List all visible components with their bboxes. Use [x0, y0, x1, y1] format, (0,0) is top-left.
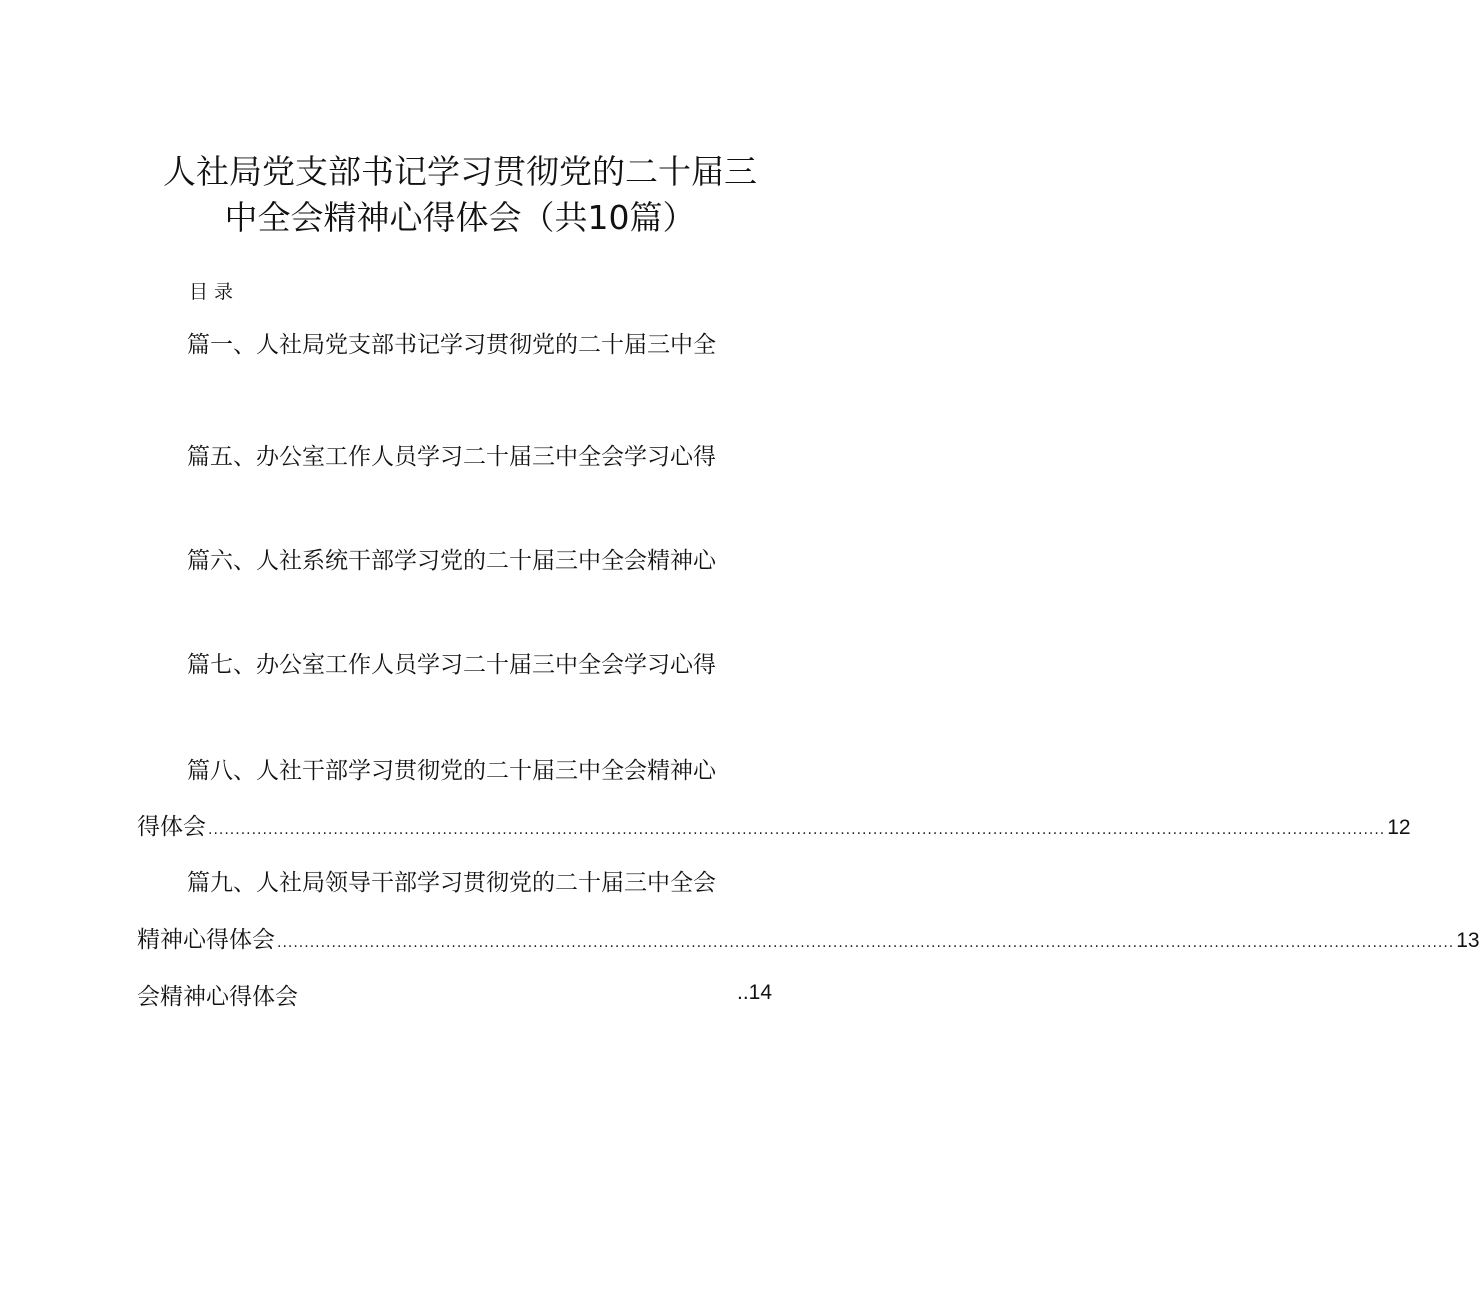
toc-entry-8[interactable]: 篇八、人社干部学习贯彻党的二十届三中全会精神心 — [187, 758, 716, 784]
toc-entry-7[interactable]: 篇七、办公室工作人员学习二十届三中全会学习心得 — [187, 652, 716, 678]
toc-entry-8-page-number: 12 — [1387, 816, 1411, 839]
toc-entry-9-cont-text: 精神心得体会 — [137, 927, 275, 953]
document-title-line-1: 人社局党支部书记学习贯彻党的二十届三 — [163, 152, 757, 191]
toc-entry-1[interactable]: 篇一、人社局党支部书记学习贯彻党的二十届三中全 — [187, 332, 716, 358]
toc-trailing-page-number: ..14 — [737, 981, 773, 1004]
toc-entry-9-continuation[interactable] — [137, 925, 1480, 958]
toc-entry-9-page-number: 13 — [1456, 929, 1480, 952]
toc-entry-6[interactable]: 篇六、人社系统干部学习党的二十届三中全会精神心 — [187, 548, 716, 574]
toc-entry-8-cont-text: 得体会 — [137, 814, 206, 840]
toc-leader-dots: ........................................................................................................................................................................................................................ — [277, 935, 1455, 951]
toc-entry-9[interactable]: 篇九、人社局领导干部学习贯彻党的二十届三中全会 — [187, 870, 716, 896]
toc-label: 目录 — [189, 281, 240, 303]
toc-trailing-text: 会精神心得体会 — [137, 984, 298, 1010]
toc-leader-dots: ........................................................................................................................................................................................................................ — [208, 822, 1386, 838]
toc-entry-8-continuation[interactable] — [137, 812, 1411, 845]
toc-entry-5[interactable]: 篇五、办公室工作人员学习二十届三中全会学习心得 — [187, 444, 716, 470]
document-title-line-2: 中全会精神心得体会（共10篇） — [224, 198, 696, 237]
toc-trailing-line[interactable] — [137, 982, 777, 1012]
